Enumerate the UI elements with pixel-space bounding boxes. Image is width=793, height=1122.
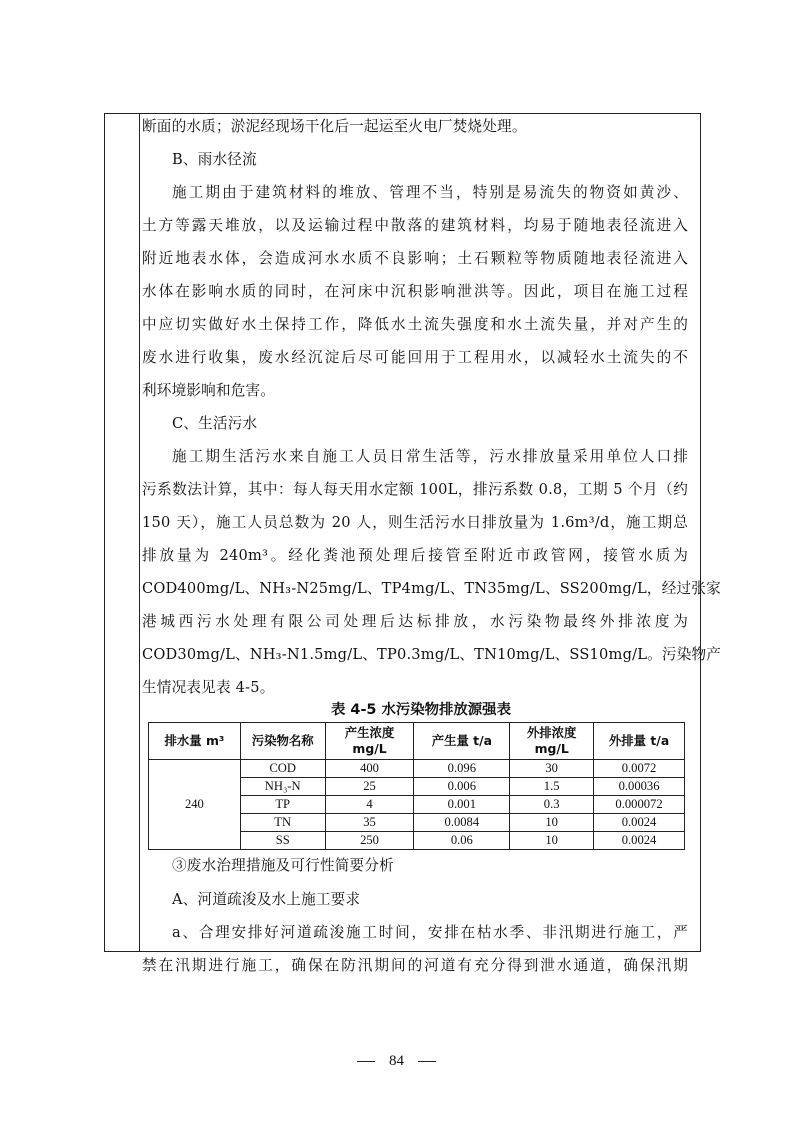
paragraph-line: 废水进行收集，废水经沉淀后尽可能回用于工程用水，以减轻水土流失的不 [142,349,688,366]
paragraph-line: 附近地表水体，会造成河水水质不良影响；土石颗粒等物质随地表径流进入 [142,250,688,267]
cell-pollutant-name: COD [240,760,325,778]
paragraph-line: 污系数法计算，其中：每人每天用水定额 100L，排污系数 0.8，工期 5 个月（约 [142,481,688,498]
cell-out-amount: 0.0024 [594,832,685,850]
dash-right [418,1061,436,1062]
content-column [142,114,722,974]
cell-out-conc: 30 [510,760,594,778]
table-title: 表 4-5 水污染物排放源强表 [331,702,511,718]
paragraph-line: 土方等露天堆放，以及运输过程中散落的建筑材料，均易于随地表径流进入 [142,217,688,234]
content-frame [104,113,722,974]
cell-prod-amount: 0.006 [414,778,510,796]
cell-pollutant-name: NH₃-N [240,778,325,796]
section-heading-b: B、雨水径流 [172,151,257,168]
cell-out-conc: 10 [510,832,594,850]
cell-out-amount: 0.000072 [594,796,685,814]
page-number-text: 84 [389,1053,404,1069]
header-out-amount: 外排量 t/a [594,723,685,760]
cell-prod-conc: 400 [325,760,414,778]
paragraph-line: 施工期生活污水来自施工人员日常生活等，污水排放量采用单位人口排 [172,448,688,465]
paragraph-line: 断面的水质；淤泥经现场干化后一起运至火电厂焚烧处理。 [142,118,527,135]
cell-pollutant-name: TP [240,796,325,814]
cell-prod-conc: 4 [325,796,414,814]
cell-pollutant-name: TN [240,814,325,832]
paragraph-line: COD30mg/L、NH₃-N1.5mg/L、TP0.3mg/L、TN10mg/L、SS10mg/L。污染物产 [142,646,722,663]
paragraph-line: 150 天），施工人员总数为 20 人，则生活污水日排放量为 1.6m³/d，施工期总 [142,514,688,531]
header-drainage-volume: 排水量 m³ [149,723,241,760]
paragraph-line: 中应切实做好水土保持工作，降低水土流失强度和水土流失量，并对产生的 [142,316,688,333]
cell-pollutant-name: SS [240,832,325,850]
cell-out-amount: 0.0072 [594,760,685,778]
cell-prod-conc: 35 [325,814,414,832]
paragraph-line: 禁在汛期进行施工，确保在防汛期间的河道有充分得到泄水通道，确保汛期 [142,957,688,974]
cell-prod-amount: 0.06 [414,832,510,850]
paragraph-line: 生情况表见表 4-5。 [142,679,275,696]
header-pollutant-name: 污染物名称 [240,723,325,760]
left-column [105,114,140,951]
section-heading-3: ③废水治理措施及可行性简要分析 [172,857,394,874]
table-header-row [149,723,685,760]
cell-out-conc: 0.3 [510,796,594,814]
page-number [0,1053,793,1070]
paragraph-line: COD400mg/L、NH₃-N25mg/L、TP4mg/L、TN35mg/L、SS200mg/L，经过张家 [142,580,721,597]
header-out-conc: 外排浓度 mg/L [510,723,594,760]
table-row [149,760,685,778]
paragraph-line: 排放量为 240m³。经化粪池预处理后接管至附近市政管网，接管水质为 [142,547,688,564]
cell-prod-amount: 0.096 [414,760,510,778]
cell-prod-conc: 25 [325,778,414,796]
paragraph-line: 施工期由于建筑材料的堆放、管理不当，特别是易流失的物资如黄沙、 [172,184,688,201]
paragraph-line: 港城西污水处理有限公司处理后达标排放，水污染物最终外排浓度为 [142,613,688,630]
paragraph-line: 利环境影响和危害。 [142,382,276,399]
pollutant-table [148,722,685,850]
paragraph-line: a、合理安排好河道疏浚施工时间，安排在枯水季、非汛期进行施工，严 [172,924,688,941]
section-heading-a: A、河道疏浚及水上施工要求 [172,891,361,908]
cell-out-amount: 0.00036 [594,778,685,796]
cell-out-conc: 10 [510,814,594,832]
header-prod-conc: 产生浓度 mg/L [325,723,414,760]
cell-out-conc: 1.5 [510,778,594,796]
paragraph-line: 水体在影响水质的同时，在河床中沉积影响泄洪等。因此，项目在施工过程 [142,283,688,300]
header-prod-amount: 产生量 t/a [414,723,510,760]
cell-drainage-volume: 240 [149,760,241,850]
cell-prod-conc: 250 [325,832,414,850]
section-heading-c: C、生活污水 [172,415,258,432]
cell-prod-amount: 0.0084 [414,814,510,832]
cell-prod-amount: 0.001 [414,796,510,814]
cell-out-amount: 0.0024 [594,814,685,832]
dash-left [357,1061,375,1062]
